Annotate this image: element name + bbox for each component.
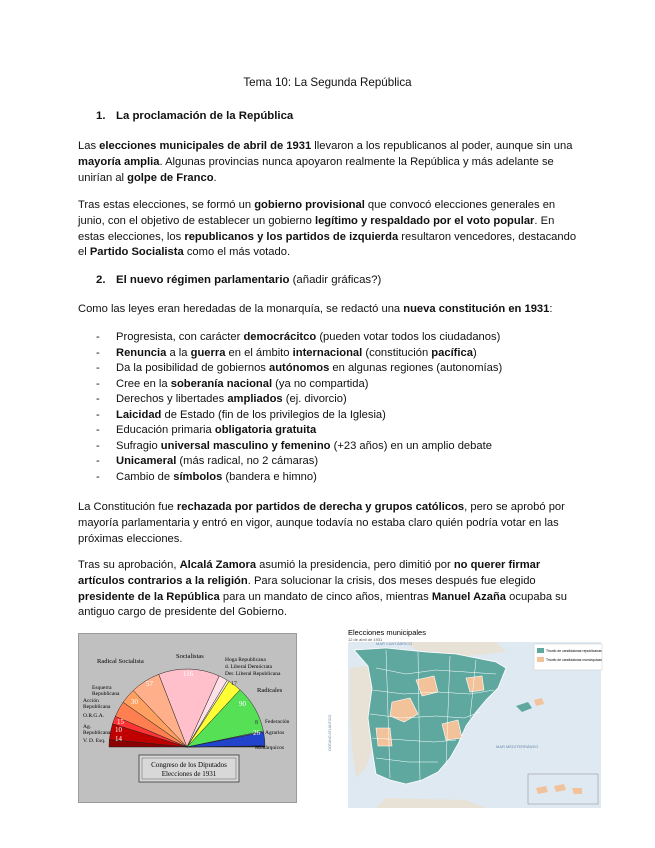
value-8: 8	[255, 720, 258, 726]
bold-run: obligatoria gratuita	[214, 424, 317, 436]
document-title: Tema 10: La Segunda República	[243, 76, 412, 89]
map-title: Elecciones municipales	[348, 628, 426, 637]
section2-note: (añadir gráficas?)	[289, 274, 382, 286]
section2-paragraph-3	[78, 500, 584, 547]
value-15: 15	[117, 718, 124, 726]
chart-caption-line2: Elecciones de 1931	[161, 770, 217, 778]
text-run: Progresista, con carácter	[116, 331, 244, 343]
value-57: 57	[146, 680, 153, 688]
text-run: Educación primaria	[116, 424, 215, 436]
label-prs: O.R.G.A.	[83, 713, 105, 719]
bold-run: Manuel Azaña	[431, 590, 507, 603]
text-run: de Estado (fin de los privilegios de la Iglesia)	[161, 408, 386, 421]
text-run: Derechos y libertades	[116, 393, 228, 405]
value-90: 90	[239, 700, 246, 708]
parliament-chart-svg	[79, 634, 296, 802]
map-subtitle: 12 de abril de 1931	[348, 637, 383, 642]
bold-run: guerra	[190, 346, 226, 359]
text-run: )	[472, 346, 477, 359]
label-liberal-2: d. Liberal Demócrata	[225, 664, 272, 670]
elections-map	[328, 628, 604, 810]
label-monarquicos: Monárquicos	[255, 745, 285, 751]
bold-run: democrácitco	[243, 331, 317, 343]
text-run: ocupaba su antiguo cargo de presidente del Gobierno.	[78, 590, 567, 619]
text-run: (ej. divorcio)	[282, 393, 347, 405]
text-run: llevaron a los republicanos al poder, aunque sin una	[311, 140, 573, 152]
text-run: en el ámbito	[225, 346, 293, 359]
text-run: . En estas elecciones, los	[78, 214, 555, 243]
section1-paragraph-1	[78, 139, 584, 186]
bold-run: Partido Socialista	[89, 246, 184, 259]
constitution-feature-item	[96, 408, 502, 424]
bold-run: soberanía nacional	[170, 377, 273, 390]
section2-number: 2.	[96, 274, 106, 286]
value-116: 116	[183, 670, 194, 678]
label-esquerra-2: Republicana	[92, 691, 120, 697]
elections-map-svg	[328, 628, 604, 810]
label-radicales: Radicales	[257, 687, 283, 694]
parliament-chart	[78, 633, 297, 803]
constitution-feature-item	[96, 346, 502, 362]
value-17: 17	[231, 681, 237, 687]
bold-run: gobierno provisional	[254, 199, 365, 211]
bold-run: republicanos y los partidos de izquierda	[184, 230, 399, 243]
label-iz-3: V. D. Esq.	[83, 738, 106, 744]
legend-label-monarchic: Triunfo de candidaturas monárquicas	[546, 658, 602, 662]
bold-run: elecciones municipales de abril de 1931	[99, 140, 312, 152]
text-run: en algunas regiones (autonomías)	[329, 362, 503, 374]
text-run: resultaron vencedores, destacando el	[78, 230, 577, 259]
bold-run: Alcalá Zamora	[179, 559, 257, 571]
bold-run: Laicidad	[116, 408, 162, 421]
label-esquerra-1: Esquerra	[92, 685, 112, 691]
text-run: Cambio de	[116, 470, 174, 483]
text-run: (bandera e himno)	[222, 470, 317, 483]
map-med-label: MAR MEDITERRÁNEO	[496, 744, 539, 749]
label-accion-1: Acción	[83, 698, 99, 704]
bold-run: rechazada por partidos de derecha y grupos católicos	[176, 501, 465, 513]
text-run: Tras su aprobación,	[78, 559, 180, 571]
bold-run: legítimo y respaldado por el voto popular	[314, 214, 535, 227]
text-run: (ya no compartida)	[272, 377, 369, 390]
value-10: 10	[115, 726, 122, 734]
legend-swatch-republican	[537, 648, 544, 653]
constitution-feature-item	[96, 392, 502, 408]
section1-paragraph-2	[78, 198, 584, 261]
map-atlantic-label: OCÉANO ATLÁNTICO	[328, 714, 332, 751]
text-run: Sufragio	[116, 439, 161, 452]
constitution-features-list	[96, 330, 502, 485]
bold-run: símbolos	[173, 470, 223, 483]
constitution-feature-item	[96, 439, 502, 455]
text-run: , pero se aprobó por mayoría parlamentaria y entró en vigor, aunque todavía no estaba claro quién podría votar en las próximas elecciones.	[78, 501, 565, 545]
text-run: (constitución	[362, 346, 432, 359]
text-run: que convocó elecciones generales en junio, con el objetivo de establecer un gobierno	[78, 199, 556, 227]
section2-paragraph-4	[78, 558, 584, 621]
legend-label-republican: Triunfo de candidaturas republicanas	[546, 649, 602, 653]
text-run: La Constitución fue	[78, 501, 177, 513]
bold-run: Renuncia	[116, 346, 167, 359]
value-30: 30	[131, 698, 138, 706]
map-legend	[534, 644, 602, 670]
section2-title: El nuevo régimen parlamentario	[116, 274, 290, 286]
text-run: . Algunas provincias nunca apoyaron realmente la República y más adelante se unirían al	[78, 155, 554, 184]
label-agrarios: Agrarios	[265, 730, 285, 736]
bold-run: ampliados	[227, 393, 283, 405]
constitution-feature-item	[96, 470, 502, 486]
bold-run: presidente de la República	[78, 590, 220, 603]
section1-title: La proclamación de la República	[116, 110, 294, 122]
bold-run: nueva constitución en 1931	[403, 303, 550, 315]
constitution-feature-item	[96, 330, 502, 346]
label-accion-2: Republicana	[83, 704, 111, 710]
constitution-feature-item	[96, 423, 502, 439]
text-run: :	[549, 303, 553, 315]
label-radical-socialista: Radical Socialista	[97, 658, 144, 665]
section1-number: 1.	[96, 110, 106, 122]
text-run: Cree en la	[116, 377, 171, 390]
chart-caption-line1: Congreso de los Diputados	[151, 761, 227, 769]
label-iz-2: Republicana	[83, 730, 111, 736]
label-iz-1: Ag.	[83, 724, 92, 730]
text-run: Tras estas elecciones, se formó un	[78, 199, 255, 211]
text-run: Como las leyes eran heredadas de la monarquía, se redactó una	[78, 303, 404, 315]
bold-run: internacional	[292, 346, 363, 359]
section2-intro	[78, 302, 584, 318]
bold-run: pacífica	[431, 346, 473, 359]
text-run: (pueden votar todos los ciudadanos)	[316, 331, 501, 343]
label-liberal-3: Der. Liberal Republicana	[225, 671, 281, 677]
value-14: 14	[115, 735, 122, 743]
text-run: (+23 años) en un amplio debate	[330, 439, 492, 452]
bold-run: no querer firmar artículos contrarios a la religión	[78, 559, 541, 587]
legend-swatch-monarchic	[537, 657, 544, 662]
text-run: Las	[78, 140, 100, 152]
constitution-feature-item	[96, 361, 502, 377]
map-monarchic-province	[376, 728, 392, 746]
text-run: como el más votado.	[183, 246, 291, 259]
constitution-feature-item	[96, 454, 502, 470]
bold-run: autónomos	[269, 362, 330, 374]
bold-run: mayoría amplia	[78, 155, 160, 168]
label-liberal-1: Hoga Republicana	[225, 657, 266, 663]
label-socialistas: Socialistas	[176, 653, 204, 660]
constitution-feature-item	[96, 377, 502, 393]
bold-run: Unicameral	[116, 455, 177, 467]
text-run: . Para solucionar la crisis, dos meses después fue elegido	[247, 574, 536, 587]
bold-run: universal masculino y femenino	[160, 439, 331, 452]
text-run: a la	[166, 346, 191, 359]
bold-run: golpe de Franco	[127, 171, 214, 184]
text-run: Da la posibilidad de gobiernos	[116, 362, 269, 374]
value-26: 26	[253, 729, 260, 737]
text-run: (más radical, no 2 cámaras)	[176, 455, 319, 467]
text-run: para un mandato de cinco años, mientras	[219, 590, 432, 603]
text-run: asumió la presidencia, pero dimitió por	[256, 559, 454, 571]
map-cantabric-label: MAR CANTÁBRICO	[376, 641, 413, 646]
label-federacion: Federación	[265, 719, 290, 725]
text-run: .	[213, 171, 217, 184]
